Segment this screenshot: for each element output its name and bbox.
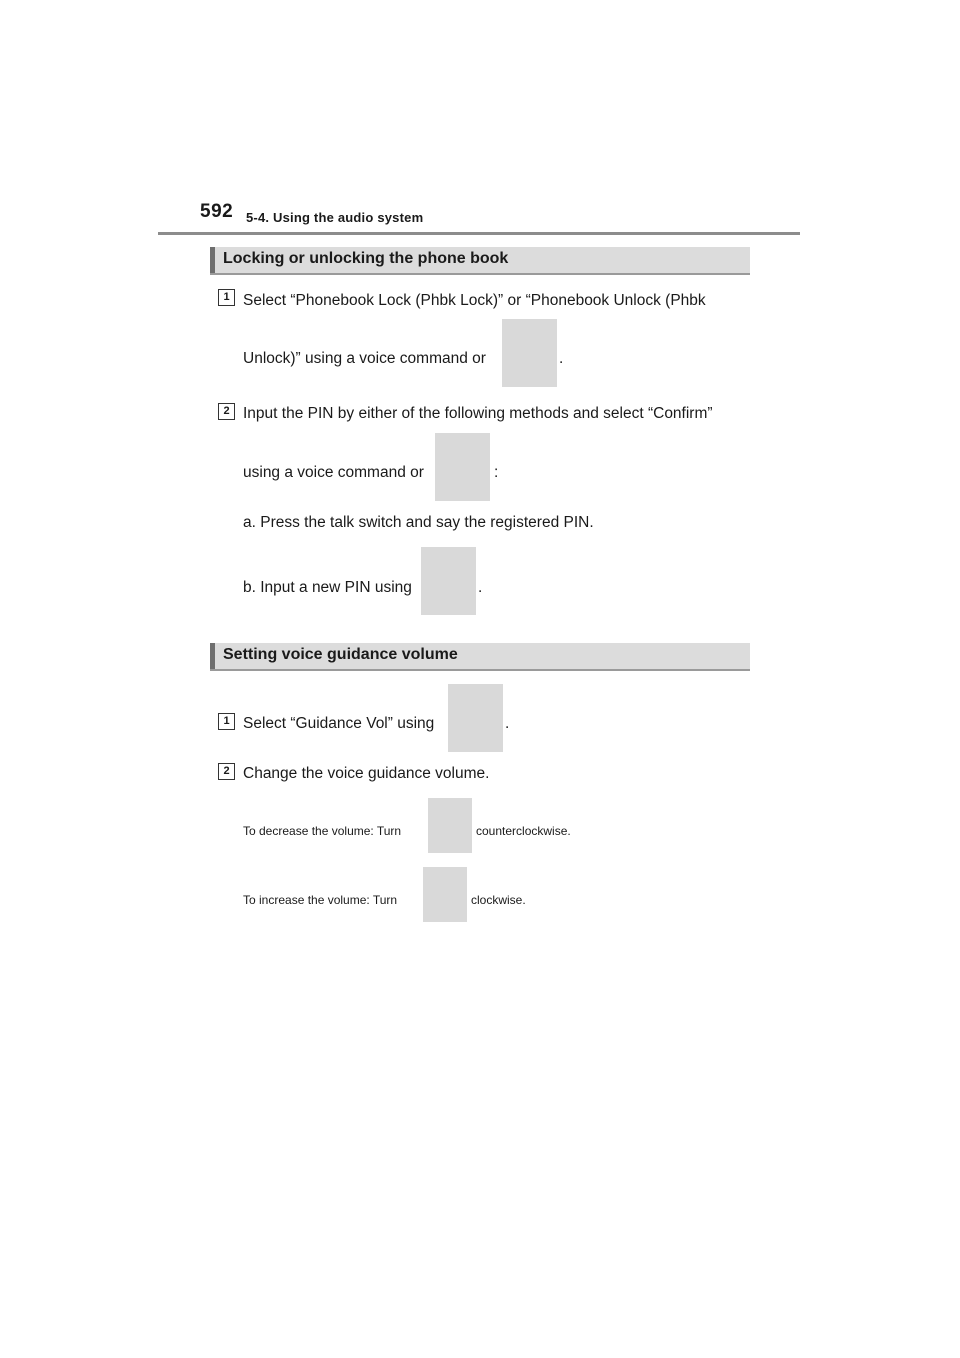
substep-text: b. Input a new PIN using <box>243 579 412 596</box>
section-heading-phone-book <box>210 247 750 275</box>
step-text: Select “Phonebook Lock (Phbk Lock)” or “Phonebook Unlock (Phbk <box>243 292 706 309</box>
section-label: 5-4. Using the audio system <box>246 210 424 225</box>
substep-text: . <box>478 579 483 596</box>
step-text: Change the voice guidance volume. <box>243 765 490 782</box>
control-image-placeholder <box>421 547 476 615</box>
dial-image-placeholder <box>423 867 467 922</box>
control-image-placeholder <box>435 433 490 501</box>
step-text: Unlock)” using a voice command or <box>243 350 486 367</box>
step-number: 1 <box>218 713 235 730</box>
note-text: To decrease the volume: Turn <box>243 824 402 838</box>
note-text: To increase the volume: Turn <box>243 893 398 907</box>
note-text: clockwise. <box>471 893 526 907</box>
step-number: 1 <box>218 289 235 306</box>
step-text: . <box>559 350 564 367</box>
section-heading-text: Setting voice guidance volume <box>223 646 458 663</box>
step-text: Select “Guidance Vol” using <box>243 715 435 732</box>
control-image-placeholder <box>502 319 557 387</box>
step-text: . <box>505 715 510 732</box>
note-text: counterclockwise. <box>476 824 571 838</box>
step-number: 2 <box>218 403 235 420</box>
page-number: 592 <box>200 201 234 222</box>
step-number: 2 <box>218 763 235 780</box>
step-text: using a voice command or <box>243 464 424 481</box>
control-image-placeholder <box>448 684 503 752</box>
step-text: : <box>494 464 499 481</box>
section-heading-text: Locking or unlocking the phone book <box>223 250 509 267</box>
header-rule <box>158 232 800 235</box>
section-heading-voice-guidance <box>210 643 750 671</box>
dial-image-placeholder <box>428 798 472 853</box>
substep-text: a. Press the talk switch and say the registered PIN. <box>243 514 594 531</box>
step-text: Input the PIN by either of the following methods and select “Confirm” <box>243 405 713 422</box>
